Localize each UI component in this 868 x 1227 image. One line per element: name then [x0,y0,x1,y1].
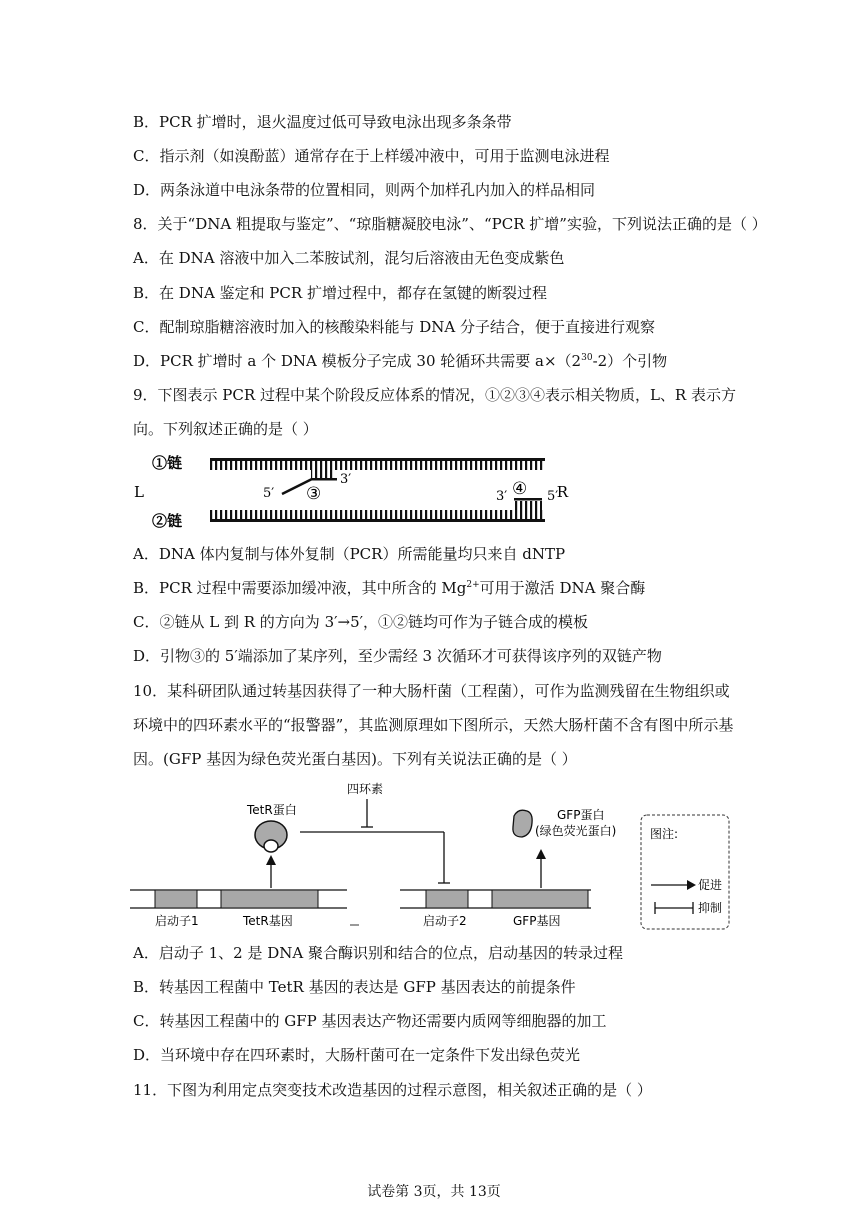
q9-stem-line2: 向。下列叙述正确的是（ ） [133,420,318,438]
gfp-gene-label: GFP基因 [513,914,561,928]
primer-4-label: ④ [512,479,528,499]
chain-1-strand [210,458,545,470]
q10-option-d: D．当环境中存在四环素时，大肠杆菌可在一定条件下发出绿色荧光 [133,1046,581,1064]
direction-left-label: L [134,483,144,501]
primer-3-label: ③ [306,484,322,504]
q9-option-b-charge: 2+ [466,580,480,590]
q8-stem: 8．关于“DNA 粗提取与鉴定”、“琼脂糖凝胶电泳”、“PCR 扩增”实验，下列说法正确的是（ ） [133,215,767,233]
q9-option-b-tail: 可用于激活 DNA 聚合酶 [479,579,646,597]
gfp-protein-shape [513,810,532,837]
q7-option-b: B．PCR 扩增时，退火温度过低可导致电泳出现多条条带 [133,113,512,131]
tetr-protein-label: TetR蛋白 [247,803,297,817]
promoter-2-label: 启动子2 [423,914,467,928]
tetr-gene-label: TetR基因 [243,914,293,928]
q11-stem: 11．下图为利用定点突变技术改造基因的过程示意图，相关叙述正确的是（ ） [133,1081,652,1099]
q8-option-c: C．配制琼脂糖溶液时加入的核酸染料能与 DNA 分子结合，便于直接进行观察 [133,318,656,336]
dna-segment-1 [130,890,347,908]
tetracycline-label: 四环素 [347,782,384,796]
q8-option-d [133,351,667,371]
q10-option-b: B．转基因工程菌中 TetR 基因的表达是 GFP 基因表达的前提条件 [133,978,576,996]
legend-promote-label: 促进 [698,878,723,892]
pcr-figure [130,450,568,532]
tetr-protein-shape [255,821,287,852]
page-footer: 试卷第 3页，共 13页 [367,1184,501,1200]
primer-3-3prime-end: 3′ [340,472,352,487]
primer-4 [514,498,542,510]
dna-segment-2 [400,890,591,908]
gfp-protein-label: GFP蛋白 [557,808,605,822]
q9-option-a: A．DNA 体内复制与体外复制（PCR）所需能量均只来自 dNTP [133,545,566,563]
primer-4-3prime-end: 3′ [496,489,508,504]
q10-option-c: C．转基因工程菌中的 GFP 基因表达产物还需要内质网等细胞器的加工 [133,1012,607,1030]
q10-stem-line1: 10．某科研团队通过转基因获得了一种大肠杆菌（工程菌），可作为监测残留在生物组织或 [133,682,730,700]
legend-title: 图注: [650,827,679,841]
direction-right-label: R [556,483,568,501]
q10-stem-line2: 环境中的四环素水平的“报警器”，其监测原理如下图所示，天然大肠杆菌不含有图中所示基 [133,716,734,734]
q8-option-b: B．在 DNA 鉴定和 PCR 扩增过程中，都存在氢键的断裂过程 [133,284,547,302]
primer-3-5prime-end: 5′ [263,486,275,501]
q9-option-b [133,578,645,598]
q9-option-c: C．②链从 L 到 R 的方向为 3′→5′，①②链均可作为子链合成的模板 [133,613,589,631]
tetr-gfp-figure [125,775,735,935]
q8-option-a: A．在 DNA 溶液中加入二苯胺试剂，混匀后溶液由无色变成紫色 [133,249,565,267]
q9-option-d: D．引物③的 5′端添加了某序列，至少需经 3 次循环才可获得该序列的双链产物 [133,647,662,665]
q10-option-a: A．启动子 1、2 是 DNA 聚合酶识别和结合的位点，启动基因的转录过程 [133,944,623,962]
gfp-protein-note: (绿色荧光蛋白) [535,824,617,838]
primer-4-5prime-end: 5′ [547,489,559,504]
q8-option-d-text: D．PCR 扩增时 a 个 DNA 模板分子完成 30 轮循环共需要 a×（2 [133,352,582,370]
promoter-1-label: 启动子1 [155,914,199,928]
chain-1-label: ①链 [152,454,183,472]
q10-stem-line3: 因。(GFP 基因为绿色荧光蛋白基因)。下列有关说法正确的是（ ） [133,750,577,768]
chain-2-strand [210,510,545,522]
legend-inhibit-label: 抑制 [698,901,723,915]
chain-2-label: ②链 [152,512,183,530]
q8-option-d-tail: -2）个引物 [592,352,668,370]
q7-option-c: C．指示剂（如溴酚蓝）通常存在于上样缓冲液中，可用于监测电泳进程 [133,147,610,165]
q9-option-b-text: B．PCR 过程中需要添加缓冲液，其中所含的 Mg [133,579,467,597]
q9-stem-line1: 9．下图表示 PCR 过程中某个阶段反应体系的情况，①②③④表示相关物质，L、R 表示方 [133,386,736,404]
q8-option-d-exponent: 30 [581,353,593,363]
q7-option-d: D．两条泳道中电泳条带的位置相同，则两个加样孔内加入的样品相同 [133,181,596,199]
